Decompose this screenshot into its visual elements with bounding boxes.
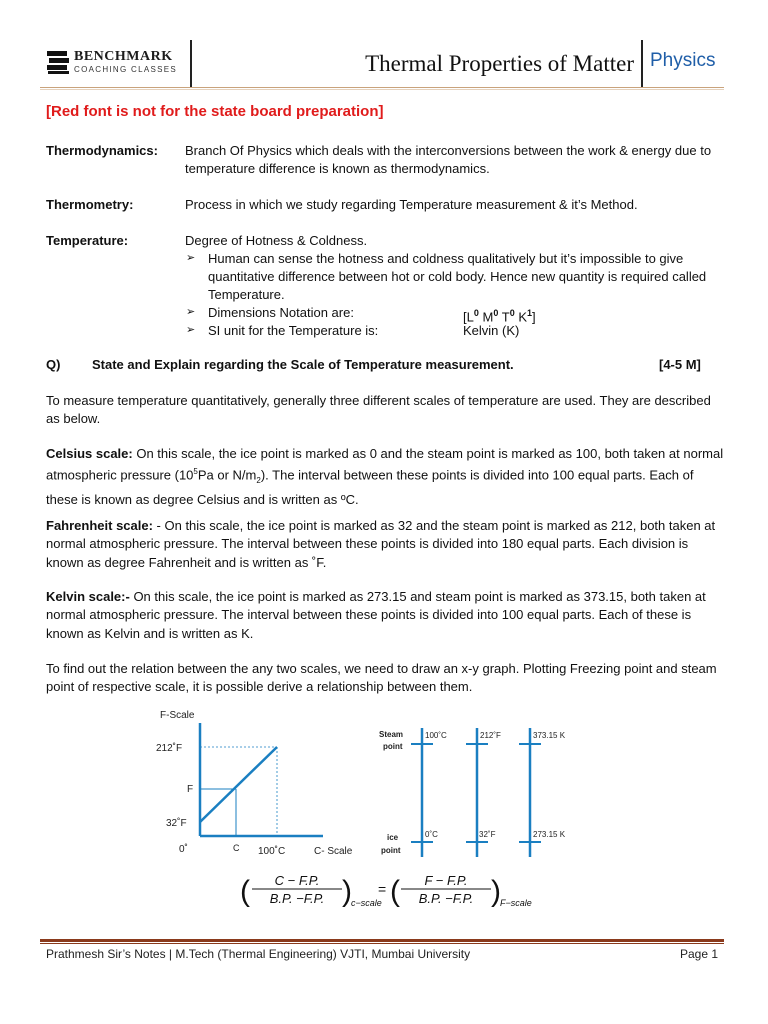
header-divider xyxy=(641,40,643,88)
dim-k: K xyxy=(518,309,528,325)
ice-label: ice xyxy=(387,833,399,842)
fc-graph xyxy=(150,705,370,865)
dim-l-exp: 0 xyxy=(473,308,479,318)
celsius-text: On this scale, the ice point is marked as 0 and the steam point is marked as 100, both taken at normal atmospheric pressure (10 xyxy=(46,446,724,483)
def-thermodynamics: Branch Of Physics which deals with the interconversions between the work & energy due to temperature difference is known as thermodynamics. xyxy=(185,143,712,176)
left-numerator: C − F.P. xyxy=(274,873,320,888)
term-temperature: Temperature: xyxy=(46,233,129,248)
label-100c: 100˚C xyxy=(258,846,286,857)
paren-open: ( xyxy=(390,875,400,908)
dim-k-exp: 1 xyxy=(527,308,533,318)
footer-text: Prathmesh Sir’s Notes | M.Tech (Thermal Engineering) VJTI, Mumbai University xyxy=(46,947,471,961)
term-thermodynamics: Thermodynamics: xyxy=(46,143,158,158)
left-denominator: B.P. −F.P. xyxy=(269,891,325,906)
celsius-exp: 5 xyxy=(193,467,198,477)
fahrenheit-paragraph xyxy=(46,517,726,572)
paren-close: ) xyxy=(491,875,501,908)
intro-paragraph: To measure temperature quantitatively, generally three different scales of temperature are used. They are described as below. xyxy=(46,393,711,427)
steam-label: point xyxy=(383,742,403,751)
celsius-title: Celsius scale: xyxy=(46,446,133,461)
header-rule xyxy=(40,87,724,88)
arrow-bullet-icon: ➢ xyxy=(186,306,196,318)
bullet-text: Dimensions Notation are: xyxy=(208,305,354,320)
dim-t: T xyxy=(501,309,510,325)
c-steam-value: 100˚C xyxy=(425,731,447,740)
scale-formula xyxy=(238,868,538,913)
celsius-text: Pa or N/m xyxy=(197,467,257,483)
dimension-notation: [$L^0$ $M^0$ $T^0$ $K^1$] xyxy=(463,308,536,325)
celsius-text: ). The interval between these points is divided into 100 equal parts. Each of these is known as degree Celsius and is written as ºC. xyxy=(46,467,694,507)
paren-open: ( xyxy=(240,875,250,908)
y-axis-label: F-Scale xyxy=(160,710,195,721)
logo-line1: BENCHMARK xyxy=(74,49,173,64)
f-ice-value: 32˚F xyxy=(479,830,496,839)
kelvin-text: On this scale, the ice point is marked as 273.15 and steam point is marked as 373.15, both taken at normal atmospheric pressure. The interval between these points is divided into 100 equal parts. Each of these is known as Kelvin and is written as K. xyxy=(46,589,706,641)
steam-label: Steam xyxy=(379,730,404,739)
question-text: State and Explain regarding the Scale of Temperature measurement. xyxy=(92,357,514,372)
ice-label: point xyxy=(381,846,401,855)
dim-t-exp: 0 xyxy=(509,308,515,318)
f-steam-value: 212˚F xyxy=(480,731,501,740)
def-temperature: Degree of Hotness & Coldness. xyxy=(185,233,368,248)
kelvin-paragraph xyxy=(46,588,726,643)
def-thermometry: Process in which we study regarding Temperature measurement & it’s Method. xyxy=(185,197,638,212)
logo xyxy=(46,46,184,80)
question-marks: [4-5 M] xyxy=(659,357,701,372)
si-unit: Kelvin (K) xyxy=(463,323,520,338)
header-divider xyxy=(190,40,192,88)
label-f: F xyxy=(187,784,194,795)
label-32f: 32˚F xyxy=(166,818,187,829)
arrow-bullet-icon: ➢ xyxy=(186,324,196,336)
paren-close: ) xyxy=(342,875,352,908)
equals-sign: = xyxy=(378,881,387,897)
right-subscript: F−scale xyxy=(500,898,532,908)
dim-l: L xyxy=(466,309,474,325)
scales-diagram xyxy=(375,725,590,860)
books-icon xyxy=(46,49,70,75)
question-label: Q) xyxy=(46,357,61,372)
k-steam-value: 373.15 K xyxy=(533,731,566,740)
label-c: C xyxy=(233,843,240,853)
right-denominator: B.P. −F.P. xyxy=(418,891,474,906)
bullet-text: SI unit for the Temperature is: xyxy=(208,323,379,338)
kelvin-title: Kelvin scale:- xyxy=(46,589,130,604)
right-numerator: F − F.P. xyxy=(424,873,468,888)
relation-line xyxy=(200,747,277,822)
page-title: Thermal Properties of Matter xyxy=(365,51,634,76)
celsius-sub: 2 xyxy=(256,476,261,486)
c-ice-value: 0˚C xyxy=(425,830,438,839)
subject-label: Physics xyxy=(650,50,716,71)
term-thermometry: Thermometry: xyxy=(46,197,134,212)
dim-m: M xyxy=(482,309,494,325)
label-origin: 0˚ xyxy=(179,844,188,855)
logo-line2: COACHING CLASSES xyxy=(74,65,178,74)
footer-rule xyxy=(40,939,724,942)
arrow-bullet-icon: ➢ xyxy=(186,252,196,264)
red-note: [Red font is not for the state board preparation] xyxy=(46,103,384,120)
bullet-text: Human can sense the hotness and coldness qualitatively but it’s impossible to give quantitative difference between hot or cold body. Hence new quantity is required called Temperature. xyxy=(208,251,707,302)
k-ice-value: 273.15 K xyxy=(533,830,566,839)
dim-m-exp: 0 xyxy=(493,308,499,318)
relation-paragraph: To find out the relation between the any two scales, we need to draw an x-y graph. Plotting Freezing point and steam point of respective scale, it is possible derive a relationship between them. xyxy=(46,661,717,695)
footer-rule xyxy=(40,943,724,944)
fahrenheit-title: Fahrenheit scale: xyxy=(46,518,153,533)
header-rule xyxy=(40,89,724,90)
label-212f: 212˚F xyxy=(156,743,183,754)
x-axis-label: C- Scale xyxy=(314,846,353,857)
left-subscript: c−scale xyxy=(351,898,382,908)
celsius-paragraph xyxy=(46,445,726,509)
fahrenheit-text: - On this scale, the ice point is marked as 32 and the steam point is marked as 212, both taken at normal atmospheric pressure. The interval between these points is divided into 180 equal parts. Each division is known as degree Fahrenheit and is written as ˚F. xyxy=(46,518,716,570)
page-number: Page 1 xyxy=(680,947,719,961)
